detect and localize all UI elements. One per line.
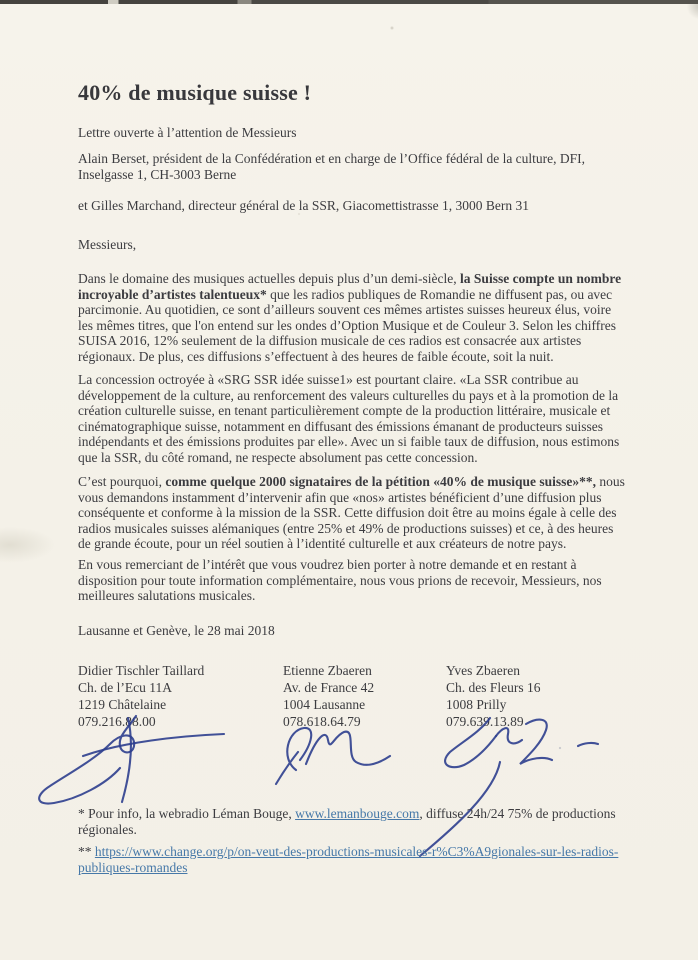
signatory-address2: 1219 Châtelaine (78, 697, 167, 712)
signatory-address1: Ch. de l’Ecu 11A (78, 680, 172, 695)
letter-intro: Lettre ouverte à l’attention de Messieurs (78, 125, 297, 140)
signatory-name: Yves Zbaeren (446, 663, 520, 678)
paragraph-4: En vous remerciant de l’intérêt que vous voudrez bien porter à notre demande et en restant à disposition pour toute information complémentaire, nous vous prions de recevoir, Messieurs, nos meilleures salutations musicales. (78, 557, 602, 603)
scan-edge-artifact (0, 0, 698, 4)
recipient-alain-berset (78, 151, 627, 182)
recipient1-line2: Inselgasse 1, CH-3003 Berne (78, 166, 237, 182)
signatory-name: Didier Tischler Taillard (78, 663, 205, 678)
footnote2-marker: ** (78, 844, 95, 859)
didier-handwritten-signature-ink (28, 712, 243, 807)
signatory-phone: 078.618.64.79 (283, 714, 361, 729)
paragraph-1-post: que les radios publiques de Romandie ne diffusent pas, ou avec parcimonie. Au quotidien, ce sont d’ailleurs souvent ces mêmes artistes suisses heureux élus, voire les mêmes titres, que l'on entend sur les ondes d’Option Musique et de Couleur 3. Selon les chiffres SUISA 2016, 12% seulement de la diffusion musicale de ces radios est consacrée aux artistes régionaux. De plus, ces diffusions s’effectuent à des heures de faible écoute, soit la nuit. (78, 286, 616, 364)
letter-title: 40% de musique suisse ! (78, 80, 312, 105)
paragraph-3-post: nous vous demandons instamment d’intervenir afin que «nos» artistes bénéficient d’une diffusion plus conséquente et conforme à la mission de la SSR. Cette diffusion doit être au moins égale à celle des radios musicales suisses alémaniques (entre 25% et 49% de productions suisses) et ce, à des heures de grande écoute, pour un réel soutien à l’identité culturelle et aux créateurs de notre pays. (78, 474, 625, 551)
paragraph-3 (78, 474, 627, 552)
footnote-lemanbouge (78, 806, 627, 837)
salutation: Messieurs, (78, 237, 137, 252)
paragraph-3-pre: C’est pourquoi, (78, 474, 166, 489)
recipient-gilles-marchand: et Gilles Marchand, directeur général de la SSR, Giacomettistrasse 1, 3000 Bern 31 (78, 198, 529, 213)
paragraph-3-bold: comme quelque 2000 signataires de la pétition «40% de musique suisse»**, (165, 474, 597, 489)
footnote1-post: , diffuse 24h/24 75% de productions régionales. (78, 806, 616, 837)
signatory-address2: 1008 Prilly (446, 697, 507, 712)
signatory-address1: Ch. des Fleurs 16 (446, 680, 541, 695)
change-petition-link[interactable]: https://www.change.org/p/on-veut-des-productions-musicales-r%C3%A9gionales-sur-les-radios-publiques-romandes (78, 844, 619, 875)
signatory-phone: 079.639.13.89 (446, 714, 524, 729)
paragraph-2: La concession octroyée à «SRG SSR idée suisse1» est pourtant claire. «La SSR contribue au développement de la culture, au renforcement des valeurs culturelles du pays et à la promotion de la création culturelle suisse, en tenant particulièrement compte de la production littéraire, musicale et cinématographique suisse, notamment en diffusant des émissions émanant de producteurs suisses indépendants et des émissions produites par elle». Avec un si faible taux de diffusion, nous estimons que la SSR, du côté romand, ne respecte absolument pas cette concession. (78, 372, 620, 465)
signatory-address2: 1004 Lausanne (283, 697, 366, 712)
signatory-name: Etienne Zbaeren (283, 663, 372, 678)
paragraph-1 (78, 271, 627, 364)
signatory-phone: 079.216.88.00 (78, 714, 156, 729)
footnote1-pre: * Pour info, la webradio Léman Bouge, (78, 806, 296, 821)
dateline: Lausanne et Genève, le 28 mai 2018 (78, 623, 275, 638)
paragraph-1-bold: la Suisse compte un nombre incroyable d’artistes talentueux* (78, 271, 622, 302)
paragraph-1-pre: Dans le domaine des musiques actuelles depuis plus d’un demi-siècle, (78, 271, 461, 286)
lemanbouge-link[interactable]: www.lemanbouge.com (295, 806, 420, 821)
footnote-petition (78, 844, 627, 875)
signatory-address1: Av. de France 42 (283, 680, 375, 695)
recipient1-line1: Alain Berset, président de la Confédération et en charge de l’Office fédéral de la culture, DFI, (78, 151, 586, 166)
